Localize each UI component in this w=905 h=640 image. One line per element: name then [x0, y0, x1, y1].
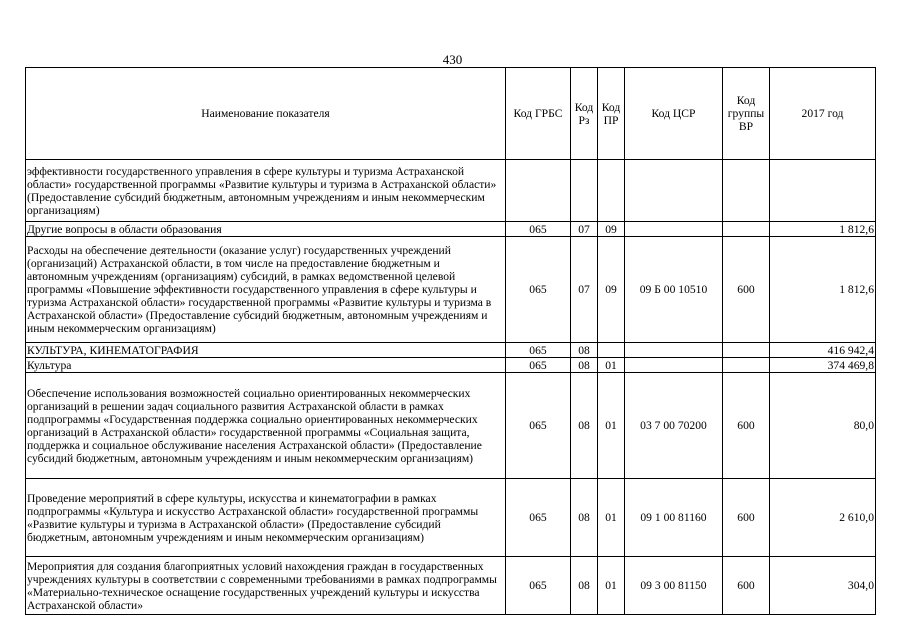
row-csr: 03 7 00 70200	[625, 373, 723, 479]
row-rz: 08	[571, 373, 598, 479]
row-amount: 2 610,0	[770, 479, 876, 557]
table-row	[26, 343, 876, 358]
table-row	[26, 557, 876, 615]
budget-table	[25, 67, 876, 615]
row-vr	[723, 358, 770, 373]
row-csr: 09 1 00 81160	[625, 479, 723, 557]
table-row	[26, 358, 876, 373]
row-pr: 01	[598, 358, 625, 373]
row-name: эффективности государственного управления в сфере культуры и туризма Астраханской области» государственной программы «Развитие культуры и туризма в Астраханской области» (Предоставление субсидий бюджетным, автономным учреждениям и иным некоммерческим организациям)	[26, 160, 506, 222]
page-number: 430	[442, 52, 463, 67]
row-name: Другие вопросы в области образования	[26, 222, 506, 237]
table-header-row	[26, 68, 876, 160]
row-vr	[723, 222, 770, 237]
row-name: Обеспечение использования возможностей социально ориентированных некоммерческих организаций в решении задач социального развития Астраханской области в рамках подпрограммы «Государственная поддержка социально ориентированных некоммерческих организаций в Астраханской области» государственной программы «Социальная защита, поддержка и социальное обслуживание населения Астраханской области» (Предоставление субсидий бюджетным, автономным учреждениям и иным некоммерческим организациям)	[26, 373, 506, 479]
row-vr: 600	[723, 237, 770, 343]
row-vr	[723, 343, 770, 358]
row-name: Мероприятия для создания благоприятных условий нахождения граждан в государственных учреждениях культуры в соответствии с современными требованиями в рамках подпрограммы «Материально-техническое оснащение государственных учреждений культуры и искусства Астраханской области»	[26, 557, 506, 615]
row-vr: 600	[723, 479, 770, 557]
row-pr: 01	[598, 373, 625, 479]
row-pr	[598, 343, 625, 358]
row-amount: 304,0	[770, 557, 876, 615]
row-amount	[770, 160, 876, 222]
row-csr	[625, 222, 723, 237]
row-pr: 01	[598, 557, 625, 615]
row-name: Проведение мероприятий в сфере культуры, искусства и кинематографии в рамках подпрограммы «Культура и искусство Астраханской области» государственной программы «Развитие культуры и туризма в Астраханской области» (Предоставление субсидий бюджетным, автономным учреждениям и иным некоммерческим организациям)	[26, 479, 506, 557]
row-csr	[625, 160, 723, 222]
header-year: 2017 год	[770, 68, 876, 160]
header-name: Наименование показателя	[26, 68, 506, 160]
row-name: КУЛЬТУРА, КИНЕМАТОГРАФИЯ	[26, 343, 506, 358]
row-vr: 600	[723, 373, 770, 479]
row-csr: 09 3 00 81150	[625, 557, 723, 615]
row-grbs: 065	[506, 358, 571, 373]
row-vr	[723, 160, 770, 222]
row-amount: 80,0	[770, 373, 876, 479]
table-row	[26, 237, 876, 343]
table-row	[26, 479, 876, 557]
table-row	[26, 160, 876, 222]
row-grbs: 065	[506, 373, 571, 479]
row-rz: 08	[571, 557, 598, 615]
row-vr: 600	[723, 557, 770, 615]
row-rz: 07	[571, 222, 598, 237]
row-amount: 1 812,6	[770, 237, 876, 343]
row-grbs	[506, 160, 571, 222]
row-amount: 374 469,8	[770, 358, 876, 373]
row-grbs: 065	[506, 222, 571, 237]
row-rz: 08	[571, 343, 598, 358]
row-name: Культура	[26, 358, 506, 373]
table-row	[26, 373, 876, 479]
header-rz: Код Рз	[571, 68, 598, 160]
row-pr: 01	[598, 479, 625, 557]
row-csr	[625, 358, 723, 373]
row-pr: 09	[598, 222, 625, 237]
header-vr: Код группы ВР	[723, 68, 770, 160]
row-rz	[571, 160, 598, 222]
row-rz: 08	[571, 479, 598, 557]
row-name: Расходы на обеспечение деятельности (оказание услуг) государственных учреждений (организаций) Астраханской области, в том числе на предоставление бюджетным и автономным учреждениям (организациям) субсидий, в рамках ведомственной целевой программы «Повышение эффективности государственного управления в сфере культуры и туризма Астраханской области» государственной программы «Развитие культуры и туризма в Астраханской области» (Предоставление субсидий бюджетным, автономным учреждениям и иным некоммерческим организациям)	[26, 237, 506, 343]
row-rz: 07	[571, 237, 598, 343]
row-csr	[625, 343, 723, 358]
row-pr	[598, 160, 625, 222]
row-amount: 1 812,6	[770, 222, 876, 237]
table-row	[26, 222, 876, 237]
header-grbs: Код ГРБС	[506, 68, 571, 160]
header-csr: Код ЦСР	[625, 68, 723, 160]
row-rz: 08	[571, 358, 598, 373]
row-grbs: 065	[506, 557, 571, 615]
row-pr: 09	[598, 237, 625, 343]
row-grbs: 065	[506, 479, 571, 557]
row-grbs: 065	[506, 237, 571, 343]
header-pr: Код ПР	[598, 68, 625, 160]
row-csr: 09 Б 00 10510	[625, 237, 723, 343]
row-grbs: 065	[506, 343, 571, 358]
row-amount: 416 942,4	[770, 343, 876, 358]
